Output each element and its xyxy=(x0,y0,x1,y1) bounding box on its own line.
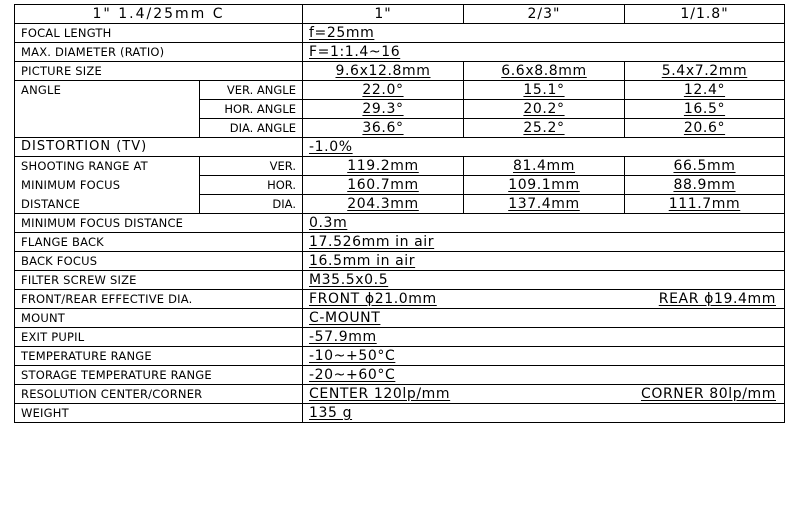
hor-angle-label: HOR. ANGLE xyxy=(200,100,303,119)
shooting-ver-label: VER. xyxy=(200,157,303,176)
max-diameter-label: MAX. DIAMETER (RATIO) xyxy=(15,43,303,62)
effective-dia-row xyxy=(15,290,785,309)
format-1-1.8in: 1/1.8" xyxy=(625,5,785,24)
mount-label: MOUNT xyxy=(15,309,303,328)
format-2-3in: 2/3" xyxy=(464,5,625,24)
storage-temperature-label: STORAGE TEMPERATURE RANGE xyxy=(15,366,303,385)
rear-effective-dia: REAR ϕ19.4mm xyxy=(658,291,776,307)
resolution-center: CENTER 120lp/mm xyxy=(309,386,451,402)
ver-angle-1-1.8in: 12.4° xyxy=(625,81,785,100)
shooting-range-label-line-3: DISTANCE xyxy=(15,195,200,214)
shooting-ver-1-1.8in: 66.5mm xyxy=(625,157,785,176)
ver-angle-2-3in: 15.1° xyxy=(464,81,625,100)
hor-angle-1in: 29.3° xyxy=(303,100,464,119)
shooting-range-hor-row xyxy=(15,176,785,195)
dia-angle-2-3in: 25.2° xyxy=(464,119,625,138)
effective-dia-values xyxy=(303,290,785,309)
min-focus-row xyxy=(15,214,785,233)
dia-angle-1in: 36.6° xyxy=(303,119,464,138)
exit-pupil-label: EXIT PUPIL xyxy=(15,328,303,347)
shooting-hor-1-1.8in: 88.9mm xyxy=(625,176,785,195)
exit-pupil-value: -57.9mm xyxy=(303,328,785,347)
shooting-hor-2-3in: 109.1mm xyxy=(464,176,625,195)
picture-size-row xyxy=(15,62,785,81)
back-focus-label: BACK FOCUS xyxy=(15,252,303,271)
storage-temperature-value: -20~+60°C xyxy=(303,366,785,385)
ver-angle-label: VER. ANGLE xyxy=(200,81,303,100)
shooting-hor-label: HOR. xyxy=(200,176,303,195)
temperature-label: TEMPERATURE RANGE xyxy=(15,347,303,366)
min-focus-value: 0.3m xyxy=(303,214,785,233)
angle-ver-row xyxy=(15,81,785,100)
shooting-range-label-line-2: MINIMUM FOCUS xyxy=(15,176,200,195)
shooting-hor-1in: 160.7mm xyxy=(303,176,464,195)
temperature-row xyxy=(15,347,785,366)
dia-angle-1-1.8in: 20.6° xyxy=(625,119,785,138)
shooting-dia-1in: 204.3mm xyxy=(303,195,464,214)
filter-screw-row xyxy=(15,271,785,290)
lens-spec-table xyxy=(14,4,785,423)
weight-value: 135 g xyxy=(303,404,785,423)
dia-angle-label: DIA. ANGLE xyxy=(200,119,303,138)
distortion-row xyxy=(15,138,785,157)
angle-label: ANGLE xyxy=(15,81,200,138)
weight-label: WEIGHT xyxy=(15,404,303,423)
weight-row xyxy=(15,404,785,423)
flange-back-row xyxy=(15,233,785,252)
resolution-values xyxy=(303,385,785,404)
back-focus-row xyxy=(15,252,785,271)
storage-temperature-row xyxy=(15,366,785,385)
shooting-ver-2-3in: 81.4mm xyxy=(464,157,625,176)
distortion-label: DISTORTION (TV) xyxy=(15,138,303,157)
mount-value: C-MOUNT xyxy=(303,309,785,328)
focal-length-row xyxy=(15,24,785,43)
max-diameter-value: F=1:1.4~16 xyxy=(303,43,785,62)
distortion-value: -1.0% xyxy=(303,138,785,157)
focal-length-label: FOCAL LENGTH xyxy=(15,24,303,43)
exit-pupil-row xyxy=(15,328,785,347)
lens-title: 1" 1.4/25mm C xyxy=(15,5,303,24)
resolution-row xyxy=(15,385,785,404)
filter-screw-value: M35.5x0.5 xyxy=(303,271,785,290)
hor-angle-2-3in: 20.2° xyxy=(464,100,625,119)
format-1in: 1" xyxy=(303,5,464,24)
back-focus-value: 16.5mm in air xyxy=(303,252,785,271)
header-row xyxy=(15,5,785,24)
shooting-dia-label: DIA. xyxy=(200,195,303,214)
front-effective-dia: FRONT ϕ21.0mm xyxy=(309,291,437,307)
ver-angle-1in: 22.0° xyxy=(303,81,464,100)
shooting-range-dia-row xyxy=(15,195,785,214)
shooting-range-label-line-1: SHOOTING RANGE AT xyxy=(15,157,200,176)
flange-back-label: FLANGE BACK xyxy=(15,233,303,252)
shooting-dia-2-3in: 137.4mm xyxy=(464,195,625,214)
resolution-label: RESOLUTION CENTER/CORNER xyxy=(15,385,303,404)
picture-size-1in: 9.6x12.8mm xyxy=(303,62,464,81)
filter-screw-label: FILTER SCREW SIZE xyxy=(15,271,303,290)
mount-row xyxy=(15,309,785,328)
shooting-dia-1-1.8in: 111.7mm xyxy=(625,195,785,214)
temperature-value: -10~+50°C xyxy=(303,347,785,366)
focal-length-value: f=25mm xyxy=(303,24,785,43)
shooting-ver-1in: 119.2mm xyxy=(303,157,464,176)
lens-spec-sheet xyxy=(14,4,784,510)
shooting-range-ver-row xyxy=(15,157,785,176)
picture-size-label: PICTURE SIZE xyxy=(15,62,303,81)
picture-size-1-1.8in: 5.4x7.2mm xyxy=(625,62,785,81)
picture-size-2-3in: 6.6x8.8mm xyxy=(464,62,625,81)
hor-angle-1-1.8in: 16.5° xyxy=(625,100,785,119)
min-focus-label: MINIMUM FOCUS DISTANCE xyxy=(15,214,303,233)
effective-dia-label: FRONT/REAR EFFECTIVE DIA. xyxy=(15,290,303,309)
flange-back-value: 17.526mm in air xyxy=(303,233,785,252)
resolution-corner: CORNER 80lp/mm xyxy=(640,386,776,402)
max-diameter-row xyxy=(15,43,785,62)
